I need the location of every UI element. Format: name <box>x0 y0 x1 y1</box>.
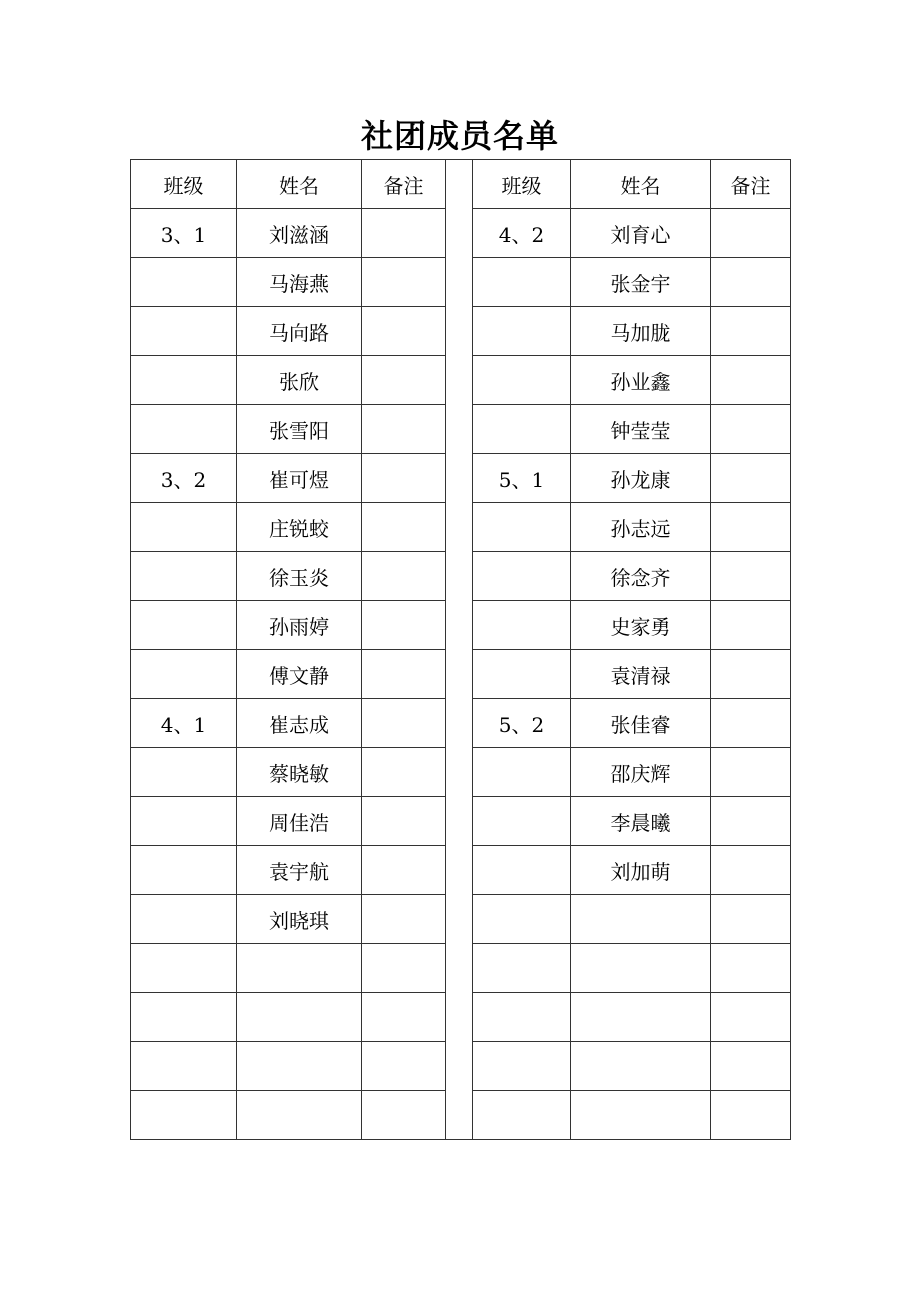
name-cell-right <box>571 1042 711 1091</box>
name-cell-right: 袁清禄 <box>571 650 711 699</box>
name-cell-right: 刘加萌 <box>571 846 711 895</box>
note-cell-right <box>711 1042 791 1091</box>
name-cell-left <box>237 1091 362 1140</box>
class-cell-right <box>473 944 571 993</box>
note-cell-right <box>711 699 791 748</box>
note-cell-left <box>362 405 446 454</box>
note-cell-right <box>711 552 791 601</box>
note-cell-left <box>362 454 446 503</box>
class-cell-left: 3、1 <box>131 209 237 258</box>
note-cell-right <box>711 503 791 552</box>
class-cell-right <box>473 846 571 895</box>
note-cell-left <box>362 552 446 601</box>
note-cell-left <box>362 1042 446 1091</box>
note-cell-right <box>711 846 791 895</box>
note-cell-right <box>711 454 791 503</box>
class-cell-right <box>473 748 571 797</box>
note-cell-right <box>711 209 791 258</box>
note-cell-left <box>362 846 446 895</box>
name-cell-right: 钟莹莹 <box>571 405 711 454</box>
class-cell-left <box>131 748 237 797</box>
name-cell-right: 徐念齐 <box>571 552 711 601</box>
note-cell-right <box>711 405 791 454</box>
header-class-right: 班级 <box>473 160 571 209</box>
note-cell-left <box>362 797 446 846</box>
class-cell-left <box>131 650 237 699</box>
name-cell-left <box>237 944 362 993</box>
class-cell-left <box>131 797 237 846</box>
name-cell-right: 张金宇 <box>571 258 711 307</box>
name-cell-left: 崔志成 <box>237 699 362 748</box>
note-cell-left <box>362 356 446 405</box>
class-cell-right <box>473 258 571 307</box>
note-cell-right <box>711 601 791 650</box>
name-cell-right: 张佳睿 <box>571 699 711 748</box>
class-cell-left <box>131 356 237 405</box>
class-cell-left <box>131 552 237 601</box>
note-cell-right <box>711 1091 791 1140</box>
class-cell-right <box>473 895 571 944</box>
class-cell-left <box>131 503 237 552</box>
class-cell-left: 3、2 <box>131 454 237 503</box>
note-cell-left <box>362 993 446 1042</box>
name-cell-left: 张雪阳 <box>237 405 362 454</box>
name-cell-right: 孙龙康 <box>571 454 711 503</box>
page-title: 社团成员名单 <box>360 117 559 155</box>
note-cell-right <box>711 307 791 356</box>
class-cell-left: 4、1 <box>131 699 237 748</box>
class-cell-right <box>473 552 571 601</box>
class-cell-left <box>131 307 237 356</box>
class-cell-right <box>473 1091 571 1140</box>
header-class-left: 班级 <box>131 160 237 209</box>
name-cell-left: 马向路 <box>237 307 362 356</box>
note-cell-right <box>711 356 791 405</box>
note-cell-left <box>362 944 446 993</box>
name-cell-left <box>237 1042 362 1091</box>
name-cell-right: 邵庆辉 <box>571 748 711 797</box>
name-cell-right: 马加胧 <box>571 307 711 356</box>
name-cell-left: 袁宇航 <box>237 846 362 895</box>
name-cell-left: 庄锐蛟 <box>237 503 362 552</box>
name-cell-left: 刘晓琪 <box>237 895 362 944</box>
header-note-right: 备注 <box>711 160 791 209</box>
note-cell-left <box>362 1091 446 1140</box>
class-cell-right <box>473 993 571 1042</box>
note-cell-right <box>711 797 791 846</box>
class-cell-right: 5、2 <box>473 699 571 748</box>
class-cell-left <box>131 846 237 895</box>
header-name-left: 姓名 <box>237 160 362 209</box>
class-cell-left <box>131 944 237 993</box>
header-note-left: 备注 <box>362 160 446 209</box>
name-cell-left: 周佳浩 <box>237 797 362 846</box>
note-cell-left <box>362 650 446 699</box>
note-cell-left <box>362 307 446 356</box>
column-gap <box>446 160 473 1140</box>
header-name-right: 姓名 <box>571 160 711 209</box>
name-cell-right: 刘育心 <box>571 209 711 258</box>
name-cell-left: 徐玉炎 <box>237 552 362 601</box>
note-cell-right <box>711 748 791 797</box>
note-cell-left <box>362 895 446 944</box>
name-cell-right: 孙志远 <box>571 503 711 552</box>
name-cell-right <box>571 944 711 993</box>
name-cell-left: 张欣 <box>237 356 362 405</box>
note-cell-left <box>362 258 446 307</box>
class-cell-right <box>473 601 571 650</box>
class-cell-right <box>473 356 571 405</box>
name-cell-right <box>571 895 711 944</box>
note-cell-right <box>711 944 791 993</box>
class-cell-left <box>131 258 237 307</box>
name-cell-right: 史家勇 <box>571 601 711 650</box>
class-cell-left <box>131 405 237 454</box>
name-cell-left: 傅文静 <box>237 650 362 699</box>
name-cell-right <box>571 993 711 1042</box>
name-cell-left: 刘滋涵 <box>237 209 362 258</box>
note-cell-left <box>362 503 446 552</box>
class-cell-right <box>473 650 571 699</box>
class-cell-right <box>473 405 571 454</box>
name-cell-left <box>237 993 362 1042</box>
note-cell-right <box>711 895 791 944</box>
name-cell-right: 孙业鑫 <box>571 356 711 405</box>
class-cell-left <box>131 1091 237 1140</box>
class-cell-right <box>473 307 571 356</box>
name-cell-right <box>571 1091 711 1140</box>
note-cell-left <box>362 601 446 650</box>
class-cell-right <box>473 1042 571 1091</box>
name-cell-left: 孙雨婷 <box>237 601 362 650</box>
class-cell-right <box>473 503 571 552</box>
name-cell-left: 蔡晓敏 <box>237 748 362 797</box>
note-cell-right <box>711 258 791 307</box>
class-cell-left <box>131 1042 237 1091</box>
class-cell-left <box>131 895 237 944</box>
note-cell-left <box>362 748 446 797</box>
note-cell-left <box>362 699 446 748</box>
name-cell-left: 崔可煜 <box>237 454 362 503</box>
note-cell-right <box>711 650 791 699</box>
class-cell-right: 5、1 <box>473 454 571 503</box>
class-cell-right: 4、2 <box>473 209 571 258</box>
member-roster-table <box>130 159 791 1140</box>
class-cell-left <box>131 601 237 650</box>
class-cell-right <box>473 797 571 846</box>
name-cell-left: 马海燕 <box>237 258 362 307</box>
header-row <box>131 160 791 209</box>
name-cell-right: 李晨曦 <box>571 797 711 846</box>
class-cell-left <box>131 993 237 1042</box>
note-cell-left <box>362 209 446 258</box>
note-cell-right <box>711 993 791 1042</box>
